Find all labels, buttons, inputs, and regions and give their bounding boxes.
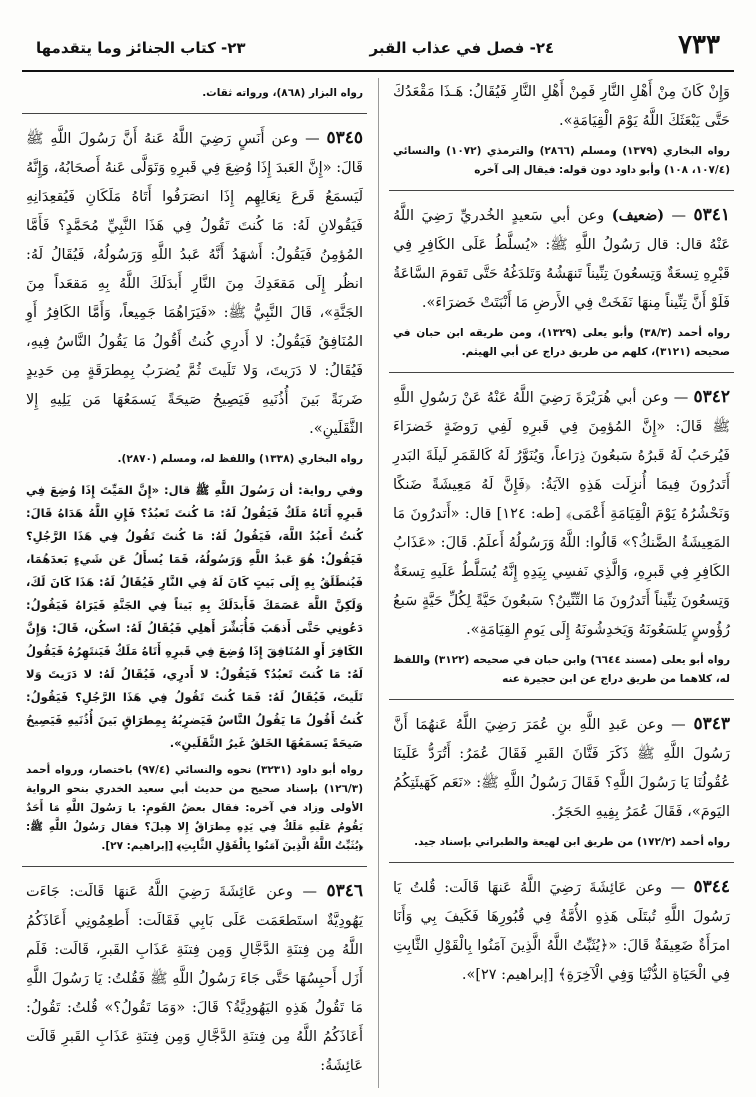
hadith-text: وعن أبي سَعيدٍ الخُدريِّ رَضِيَ اللَّهُ عَنْهُ قال: قال رَسُولُ اللَّهِ ﷺ: «يُسلَّطُ عَلَى الكَافِرِ فِي قَبْرِهِ تِسعَةٌ وَتِسعُونَ تِنِّيناً تَنهَشُهُ وَتَلدَغُهُ حَتَّى تَقومَ السَّاعَةُ فَلَوْ أَنَّ تِنِّيناً مِنهَا نَفَخَتْ فِي الأَرضِ مَا أَنْبَتَتْ خَضرَاءَ».: [393, 208, 730, 311]
hadith-number: ٥٣٤٦: [326, 881, 364, 901]
hadith-text: وعن عَائِشَةَ رَضِيَ اللَّهُ عَنهَا قَالَت: قُلتُ يَا رَسُولَ اللَّهِ تُبتَلَى هَذِهِ الأُمَّةُ فِي قُبُورِهَا فَكَيفَ بِي وَأَنَا امرَأَةٌ ضَعِيفَةٌ قَالَ: «﴿يُثَبِّتُ اللَّهُ الَّذِينَ آمَنُوا بِالْقَوْلِ الثَّابِتِ فِي الْحَيَاةِ الدُّنْيَا وَفِي الْآخِرَةِ﴾ [إبراهيم: ٢٧]».: [393, 880, 730, 983]
divider: [389, 190, 734, 191]
hadith-text: وعن أَنَسٍ رَضِيَ اللَّهُ عَنهُ أَنَّ رَسُولَ اللَّهِ ﷺ قَالَ: «إِنَّ العَبدَ إِذَا وُضِعَ فِي قَبرِهِ وَتَوَلَّى عَنهُ أَصحَابُهُ، وَإِنَّهُ لَيَسمَعُ قَرعَ نِعَالِهِم إِذَا انصَرَفُوا أَتَاهُ مَلَكَانِ فَيُقعِدَانِهِ فَيَقُولانِ لَهُ: مَا كُنتَ تَقُولُ فِي هَذَا النَّبِيِّ مُحَمَّدٍ؟ فَأَمَّا المُؤمِنُ فَيَقُولُ: أَشهَدُ أَنَّهُ عَبدُ اللَّهِ وَرَسُولُهُ، فَيُقَالُ لَهُ: انظُر إِلَى مَقعَدِكَ مِنَ النَّارِ أَبدَلَكَ اللَّهُ بِهِ مَقعَداً مِنَ الجَنَّةِ»، قَالَ النَّبِيُّ ﷺ: «فَيَرَاهُمَا جَمِيعاً، وَأَمَّا الكَافِرُ أَوِ المُنَافِقُ فَيَقُولُ: لا أَدرِي كُنتُ أَقُولُ مَا يَقُولُ النَّاسُ فِيهِ، فَيُقَالُ: لا دَرَيتَ، وَلا تَلَيتَ ثُمَّ يُضرَبُ بِمِطرَقَةٍ مِن حَدِيدٍ ضَربَةً بَينَ أُذُنَيهِ فَيَصِيحُ صَيحَةً يَسمَعُهَا مَن يَلِيهِ إِلا الثَّقَلَينِ».: [26, 131, 363, 437]
hadith-number: ٥٣٤٣: [693, 714, 731, 734]
hadith-5344: ٥٣٤٤ — وعن عَائِشَةَ رَضِيَ اللَّهُ عَنهَا قَالَت: قُلتُ يَا رَسُولَ اللَّهِ تُبتَلَى هَذِهِ الأُمَّةُ فِي قُبُورِهَا فَكَيفَ بِي وَأَنَا امرَأَةٌ ضَعِيفَةٌ قَالَ: «﴿يُثَبِّتُ اللَّهُ الَّذِينَ آمَنُوا بِالْقَوْلِ الثَّابِتِ فِي الْحَيَاةِ الدُّنْيَا وَفِي الْآخِرَةِ﴾ [إبراهيم: ٢٧]».: [393, 877, 731, 983]
book-title: ٢٣- كتاب الجنائز وما يتقدمها: [36, 39, 246, 57]
hadith-5345-source: رواه البخاري (١٣٣٨) واللفظ له، ومسلم (٢٨٧٠).: [117, 453, 363, 465]
hadith-5342-source: رواه أبو يعلى (مسند ٦٦٤٤) وابن حبان في صحيحه (٣١٢٢) واللفظ له، كلاهما من طريق دراج عن ابن حجيرة عنه: [393, 654, 731, 685]
hadith-text: وعن عَائِشَةَ رَضِيَ اللَّهُ عَنهَا قَالَت: جَاءَت يَهُودِيَّةٌ استَطعَمَت عَلَى بَابِي فَقَالَت: أَطعِمُونِي أَعَاذَكُمُ اللَّهُ مِن فِتنَةِ الدَّجَّالِ وَمِن فِتنَةِ عَذَابِ القَبرِ، قَالَت: فَلَم أَزَل أَحبِسُهَا حَتَّى جَاءَ رَسُولُ اللَّهِ ﷺ فَقُلتُ: يَا رَسُولَ اللَّهِ مَا تَقُولُ هَذِهِ اليَهُودِيَّةُ؟ قَالَ: «وَمَا تَقُولُ؟» قُلتُ: تَقُولُ: أَعَاذَكُمُ اللَّهُ مِن فِتنَةِ الدَّجَّالِ وَمِن فِتنَةِ عَذَابِ القَبرِ قَالَت عَائِشَةُ:: [26, 884, 363, 1074]
hadith-5343-source: رواه أحمد (١٧٢/٢) من طريق ابن لهيعة والطبراني بإسناد جيد.: [414, 836, 730, 848]
divider: [389, 862, 734, 863]
divider: [389, 372, 734, 373]
two-column-body: [22, 78, 734, 1088]
right-column: [389, 78, 734, 1088]
column-separator: [378, 78, 379, 1088]
hadith-5340-continuation: وَإِنْ كَانَ مِنْ أَهْلِ النَّارِ فَمِنْ أَهْلِ النَّارِ فَيُقَالُ: هَـذَا مَقْعَدُكَ حَتَّى يَبْعَثَكَ اللَّهُ يَوْمَ الْقِيَامَةِ».: [393, 84, 730, 129]
left-column: [22, 78, 367, 1088]
divider: [22, 866, 367, 867]
hadith-5345: ٥٣٤٥ — وعن أَنَسٍ رَضِيَ اللَّهُ عَنهُ أَنَّ رَسُولَ اللَّهِ ﷺ قَالَ: «إِنَّ العَبدَ إِذَا وُضِعَ فِي قَبرِهِ وَتَوَلَّى عَنهُ أَصحَابُهُ، وَإِنَّهُ لَيَسمَعُ قَرعَ نِعَالِهِم إِذَا انصَرَفُوا أَتَاهُ مَلَكَانِ فَيُقعِدَانِهِ فَيَقُولانِ لَهُ: مَا كُنتَ تَقُولُ فِي هَذَا النَّبِيِّ مُحَمَّدٍ؟ فَأَمَّا المُؤمِنُ فَيَقُولُ: أَشهَدُ أَنَّهُ عَبدُ اللَّهِ وَرَسُولُهُ، فَيُقَالُ لَهُ: انظُر إِلَى مَقعَدِكَ مِنَ النَّارِ أَبدَلَكَ اللَّهُ بِهِ مَقعَداً مِنَ الجَنَّةِ»، قَالَ النَّبِيُّ ﷺ: «فَيَرَاهُمَا جَمِيعاً، وَأَمَّا الكَافِرُ أَوِ المُنَافِقُ فَيَقُولُ: لا أَدرِي كُنتُ أَقُولُ مَا يَقُولُ النَّاسُ فِيهِ، فَيُقَالُ: لا دَرَيتَ، وَلا تَلَيتَ ثُمَّ يُضرَبُ بِمِطرَقَةٍ مِن حَدِيدٍ ضَربَةً بَينَ أُذُنَيهِ فَيَصِيحُ صَيحَةً يَسمَعُهَا مَن يَلِيهِ إِلا الثَّقَلَينِ».: [26, 128, 364, 437]
hadith-text: وعن أبي هُرَيْرَةَ رَضِيَ اللَّهُ عَنْهُ عَنْ رَسُولِ اللَّهِ ﷺ قَالَ: «إِنَّ المُؤمِنَ فِي قَبرِهِ لَفِي رَوضَةٍ خَضرَاءَ فَيُرحَبُ لَهُ قَبرُهُ سَبعُونَ ذِرَاعاً، وَيُنَوَّرُ لَهُ كَالقَمَرِ لَيلَةَ البَدرِ أَتَدرُونَ فِيمَا أُنزِلَت هَذِهِ الآيَةُ: ﴿فَإِنَّ لَهُ مَعِيشَةً ضَنكًا وَنَحْشُرُهُ يَوْمَ الْقِيَامَةِ أَعْمَى﴾ [طه: ١٢٤] قال: «أَتدرُونَ مَا المَعِيشَةُ الضَّنكُ؟» قَالُوا: اللَّهُ وَرَسُولُهُ أَعلَمُ. قَالَ: «عَذَابُ الكَافِرِ فِي قَبرِهِ، وَالَّذِي نَفسِي بِيَدِهِ إِنَّهُ يُسَلَّطُ عَلَيهِ تِسعَةٌ وَتِسعُونَ تِنِّيناً أَتَدرُونَ مَا التِّنِّينُ؟ سَبعُونَ حَيَّةً لِكُلِّ حَيَّةٍ سَبعُ رُؤُوسٍ يَلسَعُونَهُ وَيَخدِشُونَهُ إِلَى يَومِ القِيَامَةِ».: [393, 390, 730, 638]
hadith-5341-source: رواه أحمد (٣٨/٣) وأبو يعلى (١٣٢٩)، ومن طريقه ابن حبان في صحيحه (٣١٢١)، كلهم من طريق دراج عن أبي الهيثم.: [393, 327, 730, 358]
hadith-5341: ٥٣٤١ — (ضعيف) وعن أبي سَعيدٍ الخُدريِّ رَضِيَ اللَّهُ عَنْهُ قال: قال رَسُولُ اللَّهِ ﷺ: «يُسلَّطُ عَلَى الكَافِرِ فِي قَبْرِهِ تِسعَةٌ وَتِسعُونَ تِنِّيناً تَنهَشُهُ وَتَلدَغُهُ حَتَّى تَقومَ السَّاعَةُ فَلَوْ أَنَّ تِنِّيناً مِنهَا نَفَخَتْ فِي الأَرضِ مَا أَنْبَتَتْ خَضرَاءَ».: [393, 205, 730, 311]
hadith-number: ٥٣٤١: [693, 205, 730, 225]
page-number: ٧٣٣: [678, 30, 720, 60]
hadith-5340-source: رواه البخاري (١٣٧٩) ومسلم (٢٨٦٦) والترمذي (١٠٧٢) والنسائي (١٠٧/٤، ١٠٨) وأبو داود دون قوله: فيقال إلى آخره: [393, 145, 730, 176]
hadith-5345-variant: وفي رواية: أن رَسُولَ اللَّهِ ﷺ قال: «إِنَّ المَيِّتَ إِذَا وُضِعَ فِي قَبرِهِ أَتَاهُ مَلَكٌ فَيَقُولُ لَهُ: مَا كُنتَ تَعبُدُ؟ فَإِنِ اللَّهُ هَدَاهُ قَالَ: كُنتُ أَعبُدُ اللَّهَ، فَيَقُولُ لَهُ: مَا كُنتَ تَقُولُ فِي هَذَا الرَّجُلِ؟ فَيَقُولُ: هُوَ عَبدُ اللَّهِ وَرَسُولُهُ، فَمَا يُسأَلُ عَن شَيءٍ بَعدَهُمَا، فَيُنطَلَقُ بِهِ إِلَى بَيتٍ كَانَ لَهُ فِي النَّارِ فَيُقَالُ لَهُ: هَذَا كَانَ لَكَ، وَلَكِنَّ اللَّهَ عَصَمَكَ فَأَبدَلَكَ بِهِ بَيتاً فِي الجَنَّةِ فَيَرَاهُ فَيَقُولُ: دَعُونِي حَتَّى أَذهَبَ فَأُبَشِّرَ أَهلِي فَيُقَالُ لَهُ: اسكُن، قَالَ: وَإِنَّ الكَافِرَ أَوِ المُنَافِقَ إِذَا وُضِعَ فِي قَبرِهِ أَتَاهُ مَلَكٌ فَيَنتَهِرُهُ فَيَقُولُ لَهُ: مَا كُنتَ تَعبُدُ؟ فَيَقُولُ: لا أَدرِي، فَيُقَالُ لَهُ: لا دَرَيتَ وَلا تَلَيتَ، فَيُقَالُ لَهُ: فَمَا كُنتَ تَقُولُ فِي هَذَا الرَّجُلِ؟ فَيَقُولُ: كُنتُ أَقُولُ مَا يَقُولُ النَّاسُ فَيَضرِبُهُ بِمِطرَاقٍ بَينَ أُذُنَيهِ فَيَصِيحُ صَيحَةً يَسمَعُهَا الخَلقُ غَيرُ الثَّقَلَينِ».: [26, 483, 363, 750]
divider: [22, 113, 367, 114]
section-title: ٢٤- فصل في عذاب القبر: [369, 39, 555, 57]
hadith-5345-variant-source: رواه أبو داود (٣٢٣١) نحوه والنسائي (٩٧/٤) باختصار، ورواه أحمد (١٢٦/٣) بإسناد صحيح من حديث أبي سعيد الخدري بنحو الرواية الأولى وزاد في آخره: فقال بعضُ القَومِ: يا رَسُولَ اللَّهِ مَا أَحَدٌ يَقُومُ عَلَيهِ مَلَكٌ فِي يَدِهِ مِطرَاقٌ إِلا هِيلَ؟ فقال رَسُولُ اللَّهِ ﷺ: ﴿يُثَبِّتُ اللَّهُ الَّذِينَ آمَنُوا بِالْقَوْلِ الثَّابِتِ﴾ [إبراهيم: ٢٧].: [26, 764, 363, 852]
hadith-5342: ٥٣٤٢ — وعن أبي هُرَيْرَةَ رَضِيَ اللَّهُ عَنْهُ عَنْ رَسُولِ اللَّهِ ﷺ قَالَ: «إِنَّ المُؤمِنَ فِي قَبرِهِ لَفِي رَوضَةٍ خَضرَاءَ فَيُرحَبُ لَهُ قَبرُهُ سَبعُونَ ذِرَاعاً، وَيُنَوَّرُ لَهُ كَالقَمَرِ لَيلَةَ البَدرِ أَتَدرُونَ فِيمَا أُنزِلَت هَذِهِ الآيَةُ: ﴿فَإِنَّ لَهُ مَعِيشَةً ضَنكًا وَنَحْشُرُهُ يَوْمَ الْقِيَامَةِ أَعْمَى﴾ [طه: ١٢٤] قال: «أَتدرُونَ مَا المَعِيشَةُ الضَّنكُ؟» قَالُوا: اللَّهُ وَرَسُولُهُ أَعلَمُ. قَالَ: «عَذَابُ الكَافِرِ فِي قَبرِهِ، وَالَّذِي نَفسِي بِيَدِهِ إِنَّهُ يُسَلَّطُ عَلَيهِ تِسعَةٌ وَتِسعُونَ تِنِّيناً أَتَدرُونَ مَا التِّنِّينُ؟ سَبعُونَ حَيَّةً لِكُلِّ حَيَّةٍ سَبعُ رُؤُوسٍ يَلسَعُونَهُ وَيَخدِشُونَهُ إِلَى يَومِ القِيَامَةِ».: [393, 387, 731, 638]
divider: [389, 699, 734, 700]
hadith-5344-source: رواه البزار (٨٦٨)، ورواته ثقات.: [202, 87, 363, 99]
hadith-5343: ٥٣٤٣ — وعن عَبدِ اللَّهِ بنِ عُمَرَ رَضِيَ اللَّهُ عَنهُمَا أَنَّ رَسُولَ اللَّهِ ﷺ ذَكَرَ فَتَّانَ القَبرِ فَقَالَ عُمَرُ: أَتُرَدُّ عَلَينَا عُقُولُنَا يَا رَسُولَ اللَّهِ؟ فَقَالَ رَسُولُ اللَّهِ ﷺ: «نَعَم كَهَيئَتِكُمُ اليَومَ»، فَقَالَ عُمَرُ بِفِيهِ الحَجَرُ.: [393, 714, 731, 820]
hadith-number: ٥٣٤٥: [326, 128, 364, 148]
page-header: [22, 30, 734, 72]
hadith-grade: (ضعيف): [611, 207, 665, 224]
hadith-number: ٥٣٤٢: [693, 387, 731, 407]
hadith-text: وعن عَبدِ اللَّهِ بنِ عُمَرَ رَضِيَ اللَّهُ عَنهُمَا أَنَّ رَسُولَ اللَّهِ ﷺ ذَكَرَ فَتَّانَ القَبرِ فَقَالَ عُمَرُ: أَتُرَدُّ عَلَينَا عُقُولُنَا يَا رَسُولَ اللَّهِ؟ فَقَالَ رَسُولُ اللَّهِ ﷺ: «نَعَم كَهَيئَتِكُمُ اليَومَ»، فَقَالَ عُمَرُ بِفِيهِ الحَجَرُ.: [393, 717, 730, 820]
hadith-5346: ٥٣٤٦ — وعن عَائِشَةَ رَضِيَ اللَّهُ عَنهَا قَالَت: جَاءَت يَهُودِيَّةٌ استَطعَمَت عَلَى بَابِي فَقَالَت: أَطعِمُونِي أَعَاذَكُمُ اللَّهُ مِن فِتنَةِ الدَّجَّالِ وَمِن فِتنَةِ عَذَابِ القَبرِ، قَالَت: فَلَم أَزَل أَحبِسُهَا حَتَّى جَاءَ رَسُولُ اللَّهِ ﷺ فَقُلتُ: يَا رَسُولَ اللَّهِ مَا تَقُولُ هَذِهِ اليَهُودِيَّةُ؟ قَالَ: «وَمَا تَقُولُ؟» قُلتُ: تَقُولُ: أَعَاذَكُمُ اللَّهُ مِن فِتنَةِ الدَّجَّالِ وَمِن فِتنَةِ عَذَابِ القَبرِ قَالَت عَائِشَةُ:: [26, 881, 364, 1074]
hadith-number: ٥٣٤٤: [693, 877, 731, 897]
